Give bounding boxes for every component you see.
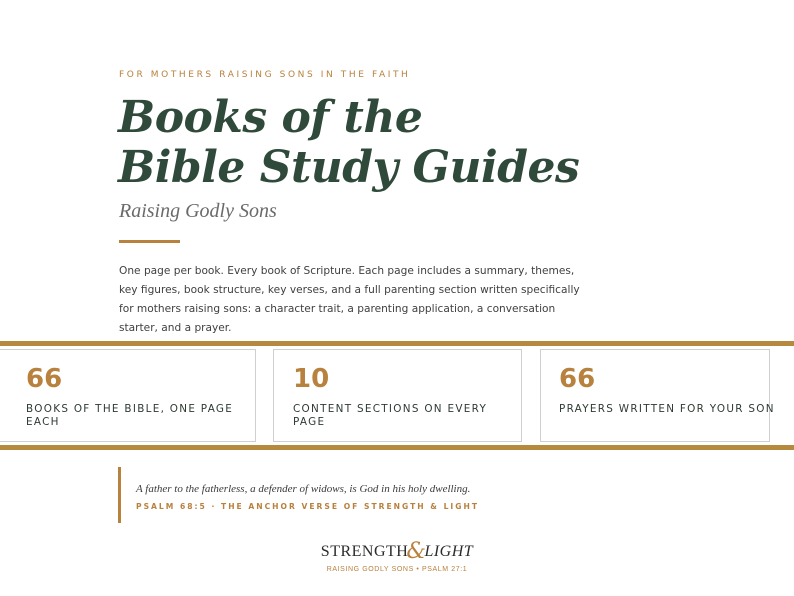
stat-card-prayers	[540, 349, 775, 442]
stat-label: PRAYERS WRITTEN FOR YOUR SON	[559, 403, 775, 415]
stat-number: 66	[559, 364, 596, 394]
title-line-1: Books of the	[118, 92, 423, 143]
page-subtitle: Raising Godly Sons	[119, 200, 277, 222]
anchor-verse-quote	[118, 467, 518, 523]
stat-card-sections	[273, 349, 522, 442]
stats-band-bottom-line	[0, 445, 794, 450]
stat-number: 66	[26, 364, 63, 394]
logo-tagline: RAISING GODLY SONS • PSALM 27:1	[326, 566, 468, 573]
logo-word-light: LIGHT	[424, 543, 474, 560]
brand-logo	[0, 539, 794, 573]
eyebrow-text: FOR MOTHERS RAISING SONS IN THE FAITH	[119, 70, 411, 80]
stat-label: BOOKS OF THE BIBLE, ONE PAGE EACH	[26, 403, 234, 428]
logo-ampersand: &	[406, 539, 427, 564]
stat-number: 10	[293, 364, 330, 394]
stats-band-top-line	[0, 341, 794, 346]
verse-text: A father to the fatherless, a defender of widows, is God in his holy dwelling.	[136, 483, 471, 495]
accent-divider	[119, 240, 180, 243]
intro-paragraph: One page per book. Every book of Scripture. Each page includes a summary, themes, key figures, book structure, key verses, and a full parenting section written specifically for mothers raising sons: a character trait, a parenting application, a conversation starter, and a prayer.	[119, 265, 580, 334]
title-line-2: Bible Study Guides	[118, 142, 580, 193]
verse-reference: PSALM 68:5 · THE ANCHOR VERSE OF STRENGTH & LIGHT	[136, 502, 479, 511]
logo-word-strength: STRENGTH	[320, 543, 409, 560]
stat-label: CONTENT SECTIONS ON EVERY PAGE	[293, 403, 488, 428]
stat-card-books	[0, 349, 256, 442]
logo-wordmark	[321, 539, 473, 564]
page-title	[118, 93, 638, 193]
